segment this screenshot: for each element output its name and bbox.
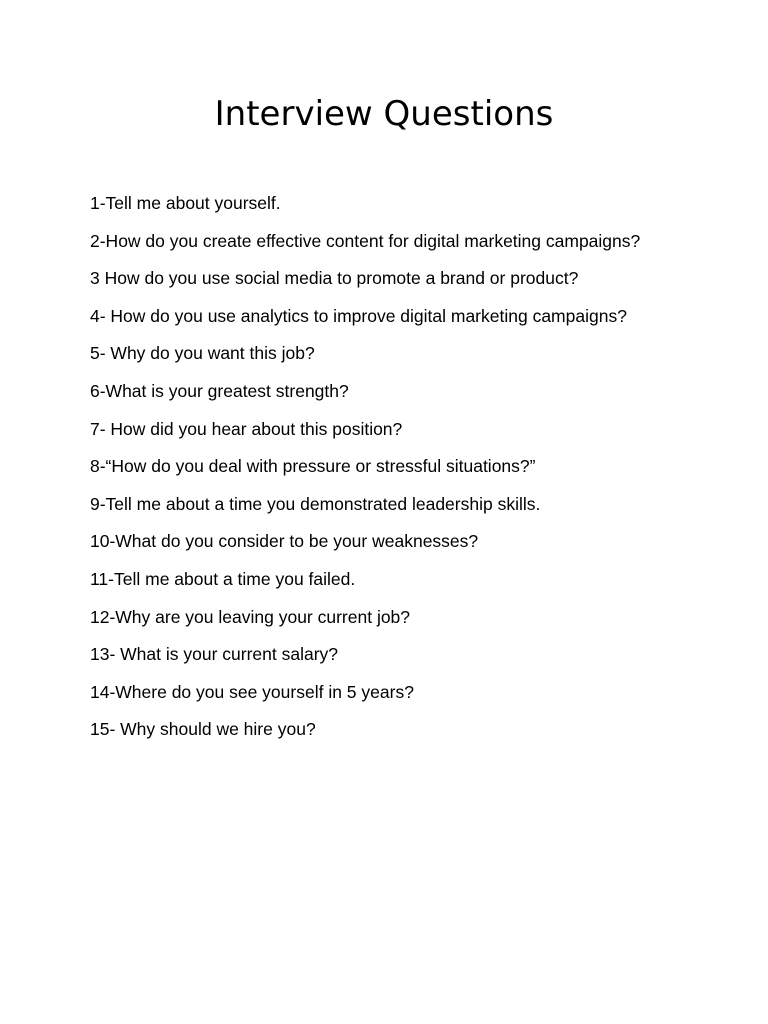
question-item-15: 15- Why should we hire you? xyxy=(90,719,316,740)
question-item-6: 6-What is your greatest strength? xyxy=(90,380,349,401)
question-item-8: 8-“How do you deal with pressure or stressful situations?” xyxy=(90,456,536,477)
question-item-4: 4- How do you use analytics to improve digital marketing campaigns? xyxy=(90,305,627,326)
question-item-5: 5- Why do you want this job? xyxy=(90,343,315,364)
question-item-7: 7- How did you hear about this position? xyxy=(90,418,403,439)
page-title: Interview Questions xyxy=(214,94,554,134)
question-item-12: 12-Why are you leaving your current job? xyxy=(90,606,411,627)
question-item-11: 11-Tell me about a time you failed. xyxy=(90,568,356,589)
question-item-1: 1-Tell me about yourself. xyxy=(90,193,281,213)
question-item-9: 9-Tell me about a time you demonstrated leadership skills. xyxy=(90,493,541,514)
question-item-10: 10-What do you consider to be your weaknesses? xyxy=(90,531,479,552)
question-item-2: 2-How do you create effective content for digital marketing campaigns? xyxy=(90,230,641,251)
question-item-14: 14-Where do you see yourself in 5 years? xyxy=(90,681,414,702)
question-item-13: 13- What is your current salary? xyxy=(90,644,339,665)
question-item-3: 3 How do you use social media to promote a brand or product? xyxy=(90,268,579,289)
question-list xyxy=(90,192,750,756)
